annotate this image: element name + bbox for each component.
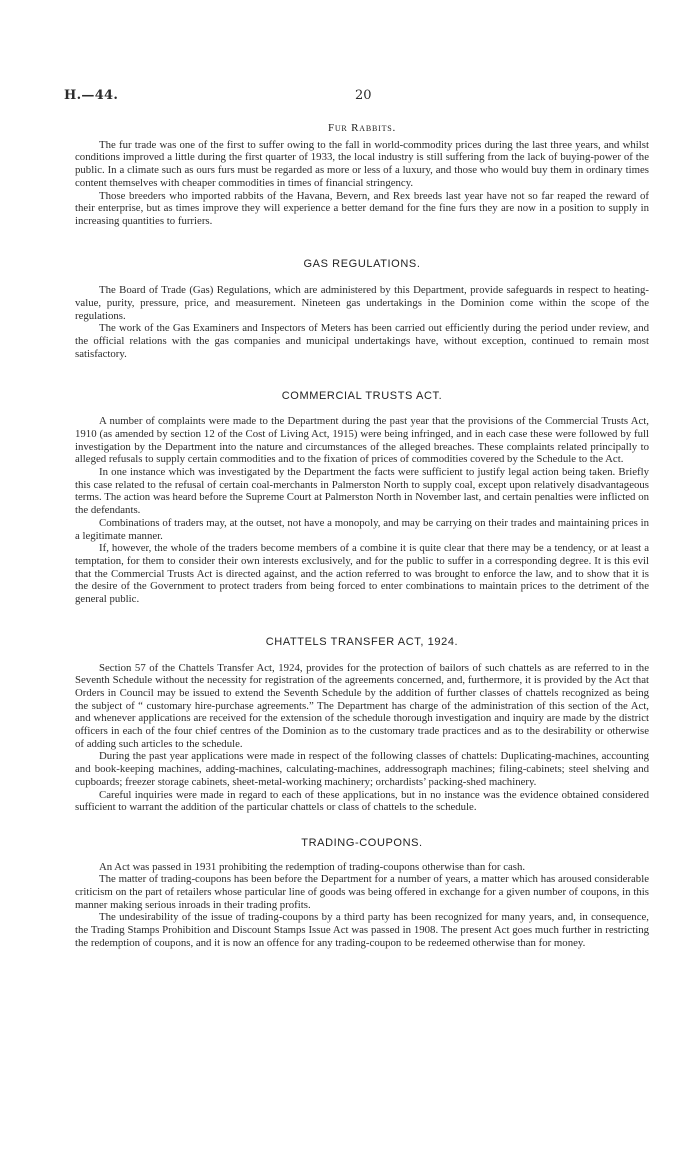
paragraph: In one instance which was investigated by the Department the facts were sufficient to justify legal action being taken. Briefly this case related to the refusal of certain coal-merchants in Palmerston North to supply coal, except upon relatively disadvantageous terms. The action was heard before the Supreme Court at Palmerston North in November last, and certain penalties were inflicted on the defendants.	[75, 466, 649, 517]
paragraph: An Act was passed in 1931 prohibiting the redemption of trading-coupons otherwise than for cash.	[99, 860, 526, 873]
section-heading: Fur Rabbits.	[327, 122, 397, 134]
paragraph: During the past year applications were made in respect of the following classes of chattels: Duplicating-machines, accounting and book-keeping machines, adding-machines, calculating-machines, addressograph machines; filing-cabinets; steel shelving and cupboards; freezer storage cabinets, sheet-metal-working machinery; orchardists’ packing-shed machinery.	[75, 750, 649, 788]
section-trading-coupons	[75, 837, 649, 950]
section-chattels-transfer	[75, 636, 649, 814]
paragraph: Section 57 of the Chattels Transfer Act, 1924, provides for the protection of bailors of such chattels as are referred to in the Seventh Schedule without the necessity for registration of the agreements concerned, and, furthermore, it is provided by the Act that Orders in Council may be issued to extend the Seventh Schedule by the addition of further classes of chattels recognized as being the subject of “ customary hire-purchase agreements.” The Department has charge of the administration of this section of the Act, and whenever applications are received for the extension of the schedule thorough investigation and inquiry are made by the district officers in each of the four chief centres of the Dominion as to the customary trade practices and as to the desirability or otherwise of adding such articles to the schedule.	[75, 661, 649, 750]
section-commercial-trusts	[75, 390, 649, 606]
section-heading: COMMERCIAL TRUSTS ACT.	[281, 389, 443, 402]
section-heading: GAS REGULATIONS.	[303, 257, 421, 270]
paragraph: The Board of Trade (Gas) Regulations, which are administered by this Department, provide safeguards in respect to heating-value, purity, pressure, price, and measurement. Nineteen gas undertakings in the Dominion come within the scope of the regulations.	[75, 284, 649, 322]
report-reference: H.—44.	[64, 88, 119, 103]
paragraph: The undesirability of the issue of trading-coupons by a third party has been recognized for many years, and, in consequence, the Trading Stamps Prohibition and Discount Stamps Issue Act was passed in 1908. The present Act goes much further in restricting the redemption of coupons, and it is now an offence for any trading-coupon to be redeemed otherwise than for money.	[75, 911, 649, 949]
section-heading: TRADING-COUPONS.	[301, 836, 423, 849]
paragraph: The fur trade was one of the first to suffer owing to the fall in world-commodity prices during the last three years, and whilst conditions improved a little during the first quarter of 1933, the local industry is still suffering from the lack of buying-power of the public. In a climate such as ours furs must be regarded as more or less of a luxury, and those who would buy them in ordinary times content themselves with cheaper commodities in times of financial stringency.	[75, 138, 649, 189]
paragraph: Careful inquiries were made in regard to each of these applications, but in no instance was the evidence obtained considered sufficient to warrant the addition of the particular chattels or class of chattels to the schedule.	[75, 788, 649, 814]
page-body	[75, 122, 649, 950]
paragraph: If, however, the whole of the traders become members of a combine it is quite clear that there may be a tendency, or at least a temptation, for them to consider their own interests exclusively, and for the public to suffer in a corresponding degree. It is this evil that the Commercial Trusts Act is directed against, and the action referred to was brought to enforce the law, and to show that it is the desire of the Government to protect traders from being forced to enter combinations to maintain prices to the detriment of the general public.	[75, 542, 649, 606]
paragraph: The matter of trading-coupons has been before the Department for a number of years, a matter which has aroused considerable criticism on the part of retailers whose particular line of goods was being offered in exchange for a given number of coupons, in this manner making serious inroads in their trading profits.	[75, 873, 649, 911]
section-gas-regulations	[75, 258, 649, 361]
paragraph: Those breeders who imported rabbits of the Havana, Bevern, and Rex breeds last year have not so far reaped the reward of their enterprise, but as times improve they will experience a better demand for the fine furs they are now in a position to supply in increasing quantities to furriers.	[75, 189, 649, 227]
page-number: 20	[355, 88, 372, 103]
paragraph: The work of the Gas Examiners and Inspectors of Meters has been carried out efficiently during the period under review, and the official relations with the gas companies and municipal undertakings have, without exception, continued to remain most satisfactory.	[75, 322, 649, 360]
paragraph: A number of complaints were made to the Department during the past year that the provisions of the Commercial Trusts Act, 1910 (as amended by section 12 of the Cost of Living Act, 1915) were being infringed, and in each case these were followed by full investigation by the Department into the nature and circumstances of the alleged breaches. These complaints related principally to alleged refusals to supply certain commodities and to the fixation of prices of commodities covered by the Schedule to the Act.	[75, 415, 649, 466]
section-fur-rabbits	[75, 122, 649, 228]
section-heading: CHATTELS TRANSFER ACT, 1924.	[265, 635, 459, 648]
paragraph: Combinations of traders may, at the outset, not have a monopoly, and may be carrying on their trades and maintaining prices in a legitimate manner.	[75, 516, 649, 542]
